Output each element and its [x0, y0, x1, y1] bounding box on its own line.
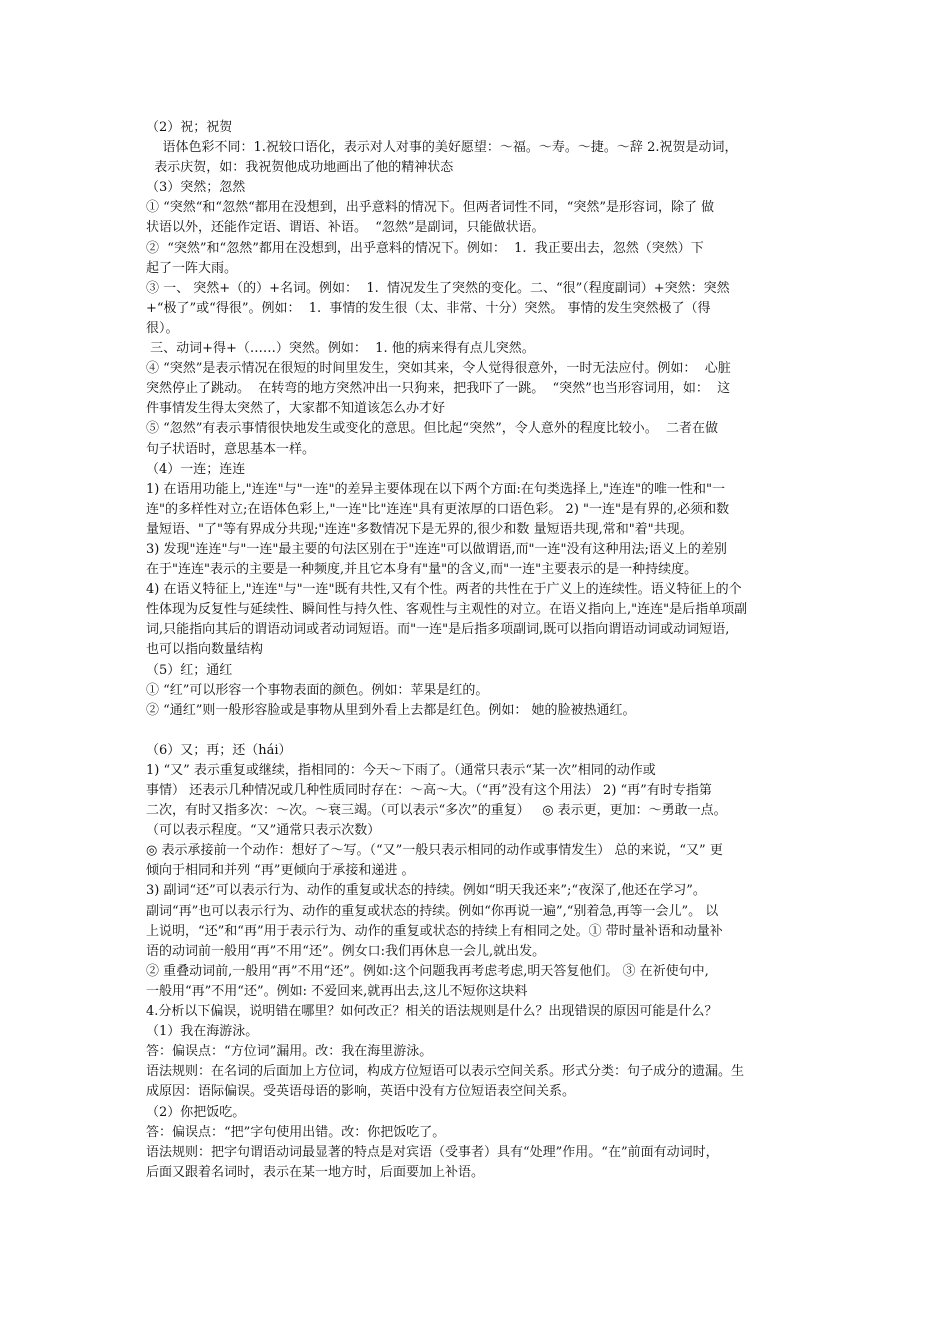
- text-line: 连"的多样性对立;在语体色彩上,"一连"比"连连"具有更浓厚的口语色彩。 2) "一连"是有界的,必须和数: [146, 501, 730, 517]
- text-line: 三、动词+得+（……）突然。例如： 1. 他的病来得有点儿突然。: [146, 341, 535, 357]
- text-line: 状语以外，还能作定语、谓语、补语。 “忽然”是副词，只能做状语。: [146, 220, 545, 236]
- text-line: +“极了”或“得很”。例如： 1. 事情的发生很（太、非常、十分）突然。 事情的发生突然极了（得: [146, 300, 711, 316]
- text-line: 很）。: [146, 320, 179, 336]
- text-line: 二次，有时又指多次：～次。～衰三竭。（可以表示“多次”的重复） ◎ 表示更，更加：～勇敢一点。: [146, 803, 727, 819]
- text-line: 成原因：语际偏误。受英语母语的影响，英语中没有方位短语表空间关系。: [146, 1084, 576, 1100]
- text-line: 词,只能指向其后的谓语动词或者动词短语。而"一连"是后指多项副词,既可以指向谓语动词或动词短语,: [146, 622, 730, 638]
- text-line: 答：偏误点：“把”字句使用出错。改：你把饭吃了。: [146, 1124, 446, 1140]
- text-line: ② 重叠动词前,一般用“再”不用“还”。例如:这个问题我再考虑考虑,明天答复他们。 ③ 在祈使句中,: [146, 963, 709, 979]
- text-line: ① “红”可以形容一个事物表面的颜色。例如：苹果是红的。: [146, 682, 489, 698]
- document-body: [146, 118, 810, 1183]
- text-line: 1) 在语用功能上,"连连"与"一连"的差异主要体现在以下两个方面:在句类选择上,"连连"的唯一性和"一: [146, 481, 725, 497]
- text-line: 后面又跟着名词时，表示在某一地方时，后面要加上补语。: [146, 1164, 485, 1180]
- text-line: 上说明，“还”和“再”用于表示行为、动作的重复或状态的持续上有相同之处。① 带时量补语和动量补: [146, 923, 723, 939]
- text-line: 语的动词前一般用“再”不用“还”。例女口:我们再休息一会儿,就出发。: [146, 943, 546, 959]
- text-line: 突然停止了跳动。 在转弯的地方突然冲出一只狗来，把我吓了一跳。 “突然”也当形容词用，如： 这: [146, 381, 731, 397]
- text-line: 事情） 还表示几种情况或几种性质同时存在：～高～大。（“再”没有这个用法） 2) “再”有时专指第: [146, 783, 712, 798]
- text-line: ② “通红”则一般形容脸或是事物从里到外看上去都是红色。例如： 她的脸被热通红。: [146, 702, 636, 718]
- text-line: 倾向于相同和并列 “再”更倾向于承接和递进 。: [146, 863, 415, 879]
- text-line: 3) 发现"连连"与"一连"最主要的句法区别在于"连连"可以做谓语,而"一连"没有这种用法;语义上的差别: [146, 541, 727, 557]
- text-line: 件事情发生得太突然了，大家都不知道该怎么办才好: [146, 401, 446, 417]
- text-line: 在于"连连"表示的主要是一种频度,并且它本身有"量"的含义,而"一连"主要表示的是一种持续度。: [146, 562, 698, 578]
- text-line: 3) 副词“还”可以表示行为、动作的重复或状态的持续。例如“明天我还来”;“夜深了,他还在学习”。: [146, 883, 706, 899]
- text-line: ② “突然”和“忽然”都用在没想到，出乎意料的情况下。例如： 1. 我正要出去，忽然（突然）下: [146, 240, 704, 256]
- text-line: 4.分析以下偏误，说明错在哪里？如何改正？相关的语法规则是什么？出现错误的原因可能是什么？: [146, 1004, 718, 1020]
- text-line: ⑤ “忽然”有表示事情很快地发生或变化的意思。但比起“突然”，令人意外的程度比较小。 二者在做: [146, 421, 718, 437]
- text-line: 句子状语时，意思基本一样。: [146, 441, 316, 457]
- text-line: ◎ 表示承接前一个动作：想好了～写。（“又”一般只表示相同的动作或事情发生） 总的来说，“又” 更: [146, 843, 723, 859]
- text-line: （3）突然；忽然: [146, 180, 246, 196]
- blank-line: [146, 721, 810, 741]
- text-line: ③ 一、 突然+（的）+名词。例如： 1. 情况发生了突然的变化。二、“很”（程度副词）+突然：突然: [146, 280, 730, 296]
- text-line: 4) 在语义特征上,"连连"与"一连"既有共性,又有个性。两者的共性在于广义上的连续性。语义特征上的个: [146, 582, 742, 598]
- text-line: 性体现为反复性与延续性、瞬间性与持久性、客观性与主观性的对立。在语义指向上,"连连"是后指单项副: [146, 602, 748, 618]
- text-line: （可以表示程度。“又”通常只表示次数）: [146, 823, 381, 839]
- text-line: 量短语、"了"等有界成分共现;"连连"多数情况下是无界的,很少和数 量短语共现,常和"着"共现。: [146, 521, 693, 537]
- text-line: 语法规则：把字句谓语动词最显著的特点是对宾语（受事者）具有“处理”作用。“在”前面有动词时，: [146, 1144, 719, 1160]
- text-line: （2）你把饭吃。: [146, 1104, 246, 1120]
- text-line: 副词“再”也可以表示行为、动作的重复或状态的持续。例如“你再说一遍”,“别着急,再等一会儿”。 以: [146, 903, 719, 919]
- text-line: 一般用“再”不用“还”。例如: 不爱回来,就再出去,这儿不短你这块料: [146, 983, 528, 999]
- text-line: 语体色彩不同：1.祝较口语化，表示对人对事的美好愿望：～福。～寿。～捷。～辞 2.祝贺是动词，: [146, 140, 738, 156]
- text-line: （1）我在海游泳。: [146, 1024, 259, 1040]
- text-line: （5）红；通红: [146, 662, 233, 678]
- text-line: ① “突然“和“忽然“都用在没想到，出乎意料的情况下。但两者词性不同，“突然”是形容词，除了 做: [146, 200, 715, 216]
- text-line: 答：偏误点：“方位词”漏用。改：我在海里游泳。: [146, 1044, 433, 1060]
- text-line: 语法规则：在名词的后面加上方位词，构成方位短语可以表示空间关系。形式分类：句子成分的遗漏。生: [146, 1064, 745, 1080]
- text-line: 起了一阵大雨。: [146, 260, 238, 276]
- text-line: 表示庆贺，如：我祝贺他成功地画出了他的精神状态: [146, 160, 454, 176]
- text-line: 也可以指向数量结构: [146, 642, 264, 658]
- text-line: 1) “又” 表示重复或继续，指相同的：今天～下雨了。（通常只表示“某一次”相同的动作或: [146, 762, 656, 778]
- text-line: （4）一连；连连: [146, 461, 246, 477]
- text-line: ④ “突然”是表示情况在很短的时间里发生，突如其来，令人觉得很意外，一时无法应付。例如： 心脏: [146, 361, 731, 377]
- text-line: （6）又；再；还（hái）: [146, 742, 292, 758]
- text-line: （2）祝；祝贺: [146, 120, 233, 135]
